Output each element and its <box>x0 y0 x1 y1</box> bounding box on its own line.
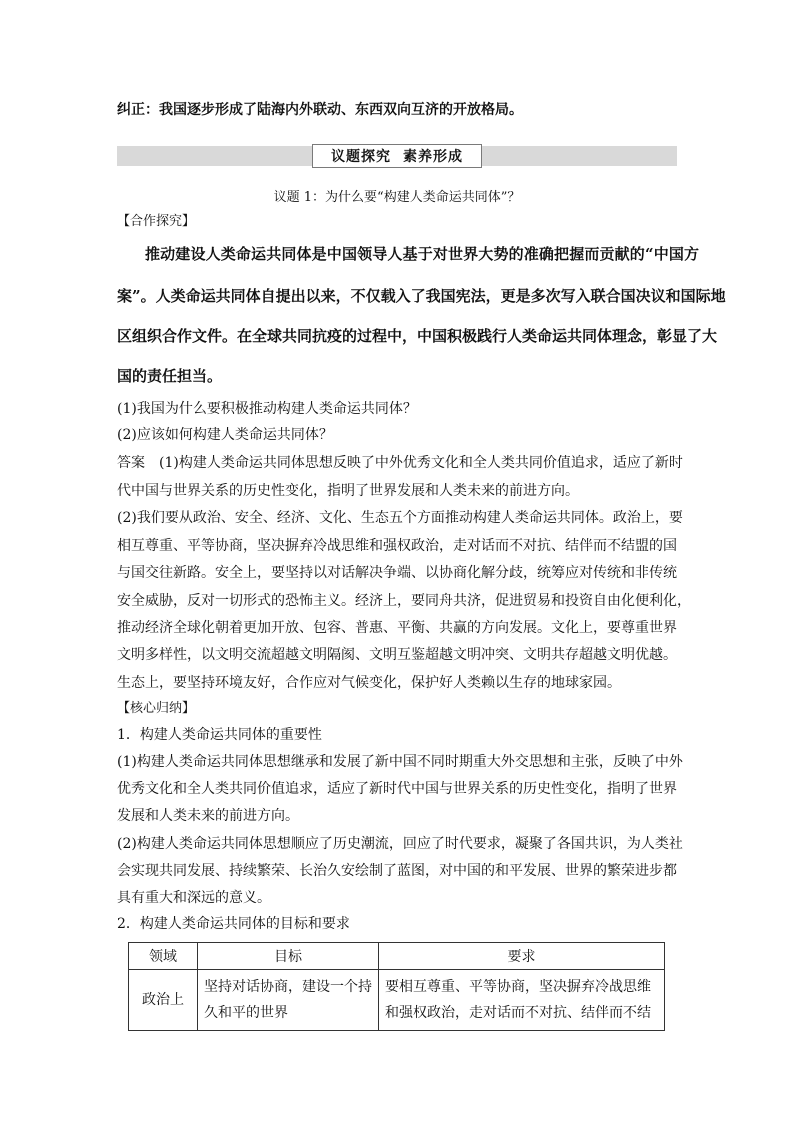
table-row <box>129 970 665 1031</box>
cell-req-line: 要相互尊重、平等协商，坚决摒弃冷战思维 <box>385 979 651 995</box>
answer-line: (2)我们要从政治、安全、经济、文化、生态五个方面推动构建人类命运共同体。政治上，要 <box>117 510 683 526</box>
sec1-line: (1)构建人类命运共同体思想继承和发展了新中国不同时期重大外交思想和主张，反映了中外 <box>117 754 683 770</box>
cell-goal-line: 坚持对话协商，建设一个持 <box>204 979 372 995</box>
sec1-line: 优秀文化和全人类共同价值追求，适应了新时代中国与世界关系的历史性变化，指明了世界 <box>117 781 677 797</box>
material-line: 国的责任担当。 <box>117 367 223 385</box>
question-1: (1)我国为什么要积极推动构建人类命运共同体？ <box>117 401 417 417</box>
section-banner <box>312 144 482 168</box>
cell-req-line: 和强权政治，走对话而不对抗、结伴而不结 <box>385 1005 651 1021</box>
material-line: 案”。人类命运共同体自提出以来，不仅载入了我国宪法，更是多次写入联合国决议和国际地 <box>117 287 726 305</box>
answer-line: 安全威胁，反对一切形式的恐怖主义。经济上，要同舟共济，促进贸易和投资自由化便利化， <box>117 593 691 609</box>
answer-line: 答案 (1)构建人类命运共同体思想反映了中外优秀文化和全人类共同价值追求，适应了新时 <box>117 455 683 471</box>
material-line: 区组织合作文件。在全球共同抗疫的过程中，中国积极践行人类命运共同体理念，彰显了大 <box>117 327 718 345</box>
answer-line: 与国交往新路。安全上，要坚持以对话解决争端、以协商化解分歧，统筹应对传统和非传统 <box>117 565 677 581</box>
header-field: 领域 <box>129 943 198 970</box>
answer-line: 生态上，要坚持环境友好，合作应对气候变化，保护好人类赖以生存的地球家园。 <box>117 675 621 691</box>
header-goal: 目标 <box>198 943 379 970</box>
sec1-line: (2)构建人类命运共同体思想顺应了历史潮流，回应了时代要求，凝聚了各国共识，为人类社 <box>117 836 683 852</box>
cell-requirement <box>379 970 665 1031</box>
banner-left-label: 议题探究 <box>331 149 391 165</box>
banner-right-label: 素养形成 <box>403 149 463 165</box>
cell-goal <box>198 970 379 1031</box>
section-1-title: 1．构建人类命运共同体的重要性 <box>117 727 322 743</box>
answer-line: 代中国与世界关系的历史性变化，指明了世界发展和人类未来的前进方向。 <box>117 483 579 499</box>
header-requirement: 要求 <box>379 943 665 970</box>
core-label: 【核心归纳】 <box>117 701 196 716</box>
material-line: 推动建设人类命运共同体是中国领导人基于对世界大势的准确把握而贡献的“中国方 <box>145 245 700 263</box>
cell-field: 政治上 <box>129 970 198 1031</box>
cooperative-label: 【合作探究】 <box>117 214 196 229</box>
cell-goal-line: 久和平的世界 <box>204 1005 288 1021</box>
sec1-line: 具有重大和深远的意义。 <box>117 890 271 906</box>
answer-line: 相互尊重、平等协商，坚决摒弃冷战思维和强权政治，走对话而不对抗、结伴而不结盟的国 <box>117 538 677 554</box>
correction-text: 纠正：我国逐步形成了陆海内外联动、东西双向互济的开放格局。 <box>117 102 523 118</box>
topic-heading: 议题 1：为什么要“构建人类命运共同体”？ <box>273 190 521 205</box>
answer-line: 推动经济全球化朝着更加开放、包容、普惠、平衡、共赢的方向发展。文化上，要尊重世界 <box>117 620 677 636</box>
section-2-title: 2．构建人类命运共同体的目标和要求 <box>117 916 350 932</box>
sec1-line: 会实现共同发展、持续繁荣、长治久安绘制了蓝图，对中国的和平发展、世界的繁荣进步都 <box>117 863 677 879</box>
question-2: (2)应该如何构建人类命运共同体？ <box>117 427 333 443</box>
goals-table <box>128 942 665 1031</box>
sec1-line: 发展和人类未来的前进方向。 <box>117 808 299 824</box>
answer-line: 文明多样性，以文明交流超越文明隔阂、文明互鉴超越文明冲突、文明共存超越文明优越。 <box>117 647 677 663</box>
table-header-row <box>129 943 665 970</box>
